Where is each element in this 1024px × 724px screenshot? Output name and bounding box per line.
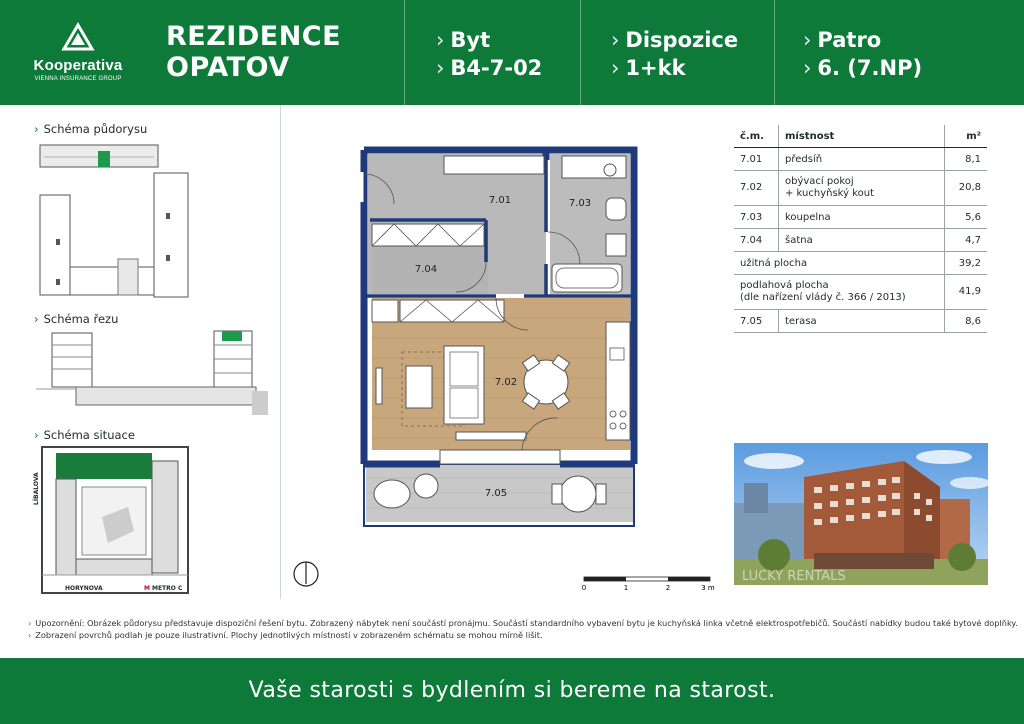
brand-subtitle: VIENNA INSURANCE GROUP bbox=[34, 76, 122, 82]
section-schema-title: › Schéma řezu bbox=[34, 312, 119, 326]
metro-icon: M bbox=[144, 585, 150, 592]
chevron-right-icon: › bbox=[611, 28, 620, 52]
svg-text:2: 2 bbox=[665, 584, 671, 592]
dispozice-block: › Dispozice › 1+kk bbox=[611, 28, 739, 80]
chevron-right-icon: › bbox=[611, 56, 620, 80]
scale-bar bbox=[582, 577, 715, 592]
table-row: 7.03 koupelna 5,6 bbox=[734, 206, 987, 229]
building-photo bbox=[734, 443, 988, 585]
chevron-right-icon: › bbox=[803, 28, 812, 52]
room-areas-table bbox=[734, 125, 987, 333]
project-title: REZIDENCE OPATOV bbox=[166, 21, 342, 83]
disclaimer-line-1: › Upozornění: Obrázek půdorysu představuje dispoziční řešení bytu. Zobrazený nábytek není součástí pronájmu. Součástí standardního vybavení bytu je kuchyňská linka včetně elektrospotřebičů. Součástí nabídky budou také bytové doplňky. bbox=[28, 618, 1018, 628]
patro-block: › Patro › 6. (7.NP) bbox=[803, 28, 923, 80]
watermark-text: LUCKY RENTALS bbox=[742, 569, 846, 584]
header-bar bbox=[0, 0, 1024, 105]
site-label-metro: M METRO C bbox=[144, 585, 183, 592]
kooperativa-logo-icon bbox=[63, 24, 93, 50]
footer-slogan: Vaše starosti s bydlením si bereme na starost. bbox=[248, 678, 776, 703]
table-row: 7.04 šatna 4,7 bbox=[734, 229, 987, 252]
footer-slogan-bar bbox=[0, 658, 1024, 724]
floorplan-schema-drawing bbox=[36, 143, 196, 299]
schematics-column bbox=[0, 105, 281, 599]
table-header-row: č.m. místnost m² bbox=[734, 125, 987, 148]
table-row-usable-area: užitná plocha 39,2 bbox=[734, 252, 987, 275]
floorplan-schema-title: › Schéma půdorysu bbox=[34, 122, 148, 136]
site-label-libalova: LÍBALOVA bbox=[33, 472, 40, 505]
table-row: 7.02 obývací pokoj + kuchyňský kout 20,8 bbox=[734, 171, 987, 206]
chevron-right-icon: › bbox=[803, 56, 812, 80]
table-row-terrace: 7.05 terasa 8,6 bbox=[734, 310, 987, 333]
section-schema-drawing bbox=[36, 331, 268, 415]
table-row-floor-area: podlahová plocha (dle nařízení vlády č. 366 / 2013) 41,9 bbox=[734, 275, 987, 310]
chevron-right-icon: › bbox=[436, 28, 445, 52]
svg-text:0: 0 bbox=[581, 584, 587, 592]
room-label: 7.04 bbox=[414, 264, 438, 275]
brand-name: Kooperativa bbox=[33, 57, 123, 74]
site-schema-title: › Schéma situace bbox=[34, 428, 135, 442]
apartment-floor-plan bbox=[290, 112, 715, 598]
svg-text:1: 1 bbox=[623, 584, 629, 592]
room-label: 7.05 bbox=[484, 488, 508, 499]
disclaimer-line-2: › Zobrazení povrchů podlah je pouze ilustrativní. Plochy jednotlivých místností v zobrazeném schématu se mohou mírně lišit. bbox=[28, 630, 543, 640]
svg-text:3 m: 3 m bbox=[701, 584, 715, 592]
table-row: 7.01 předsíň 8,1 bbox=[734, 148, 987, 171]
north-arrow-icon bbox=[294, 562, 318, 586]
site-schema-drawing bbox=[42, 447, 188, 597]
room-label: 7.03 bbox=[568, 198, 592, 209]
room-label: 7.01 bbox=[488, 195, 512, 206]
byt-block: › Byt › B4-7-02 bbox=[436, 28, 543, 80]
site-label-horynova: HORYNOVA bbox=[65, 585, 103, 592]
chevron-right-icon: › bbox=[436, 56, 445, 80]
brand-logo bbox=[28, 24, 128, 82]
room-label: 7.02 bbox=[494, 377, 518, 388]
